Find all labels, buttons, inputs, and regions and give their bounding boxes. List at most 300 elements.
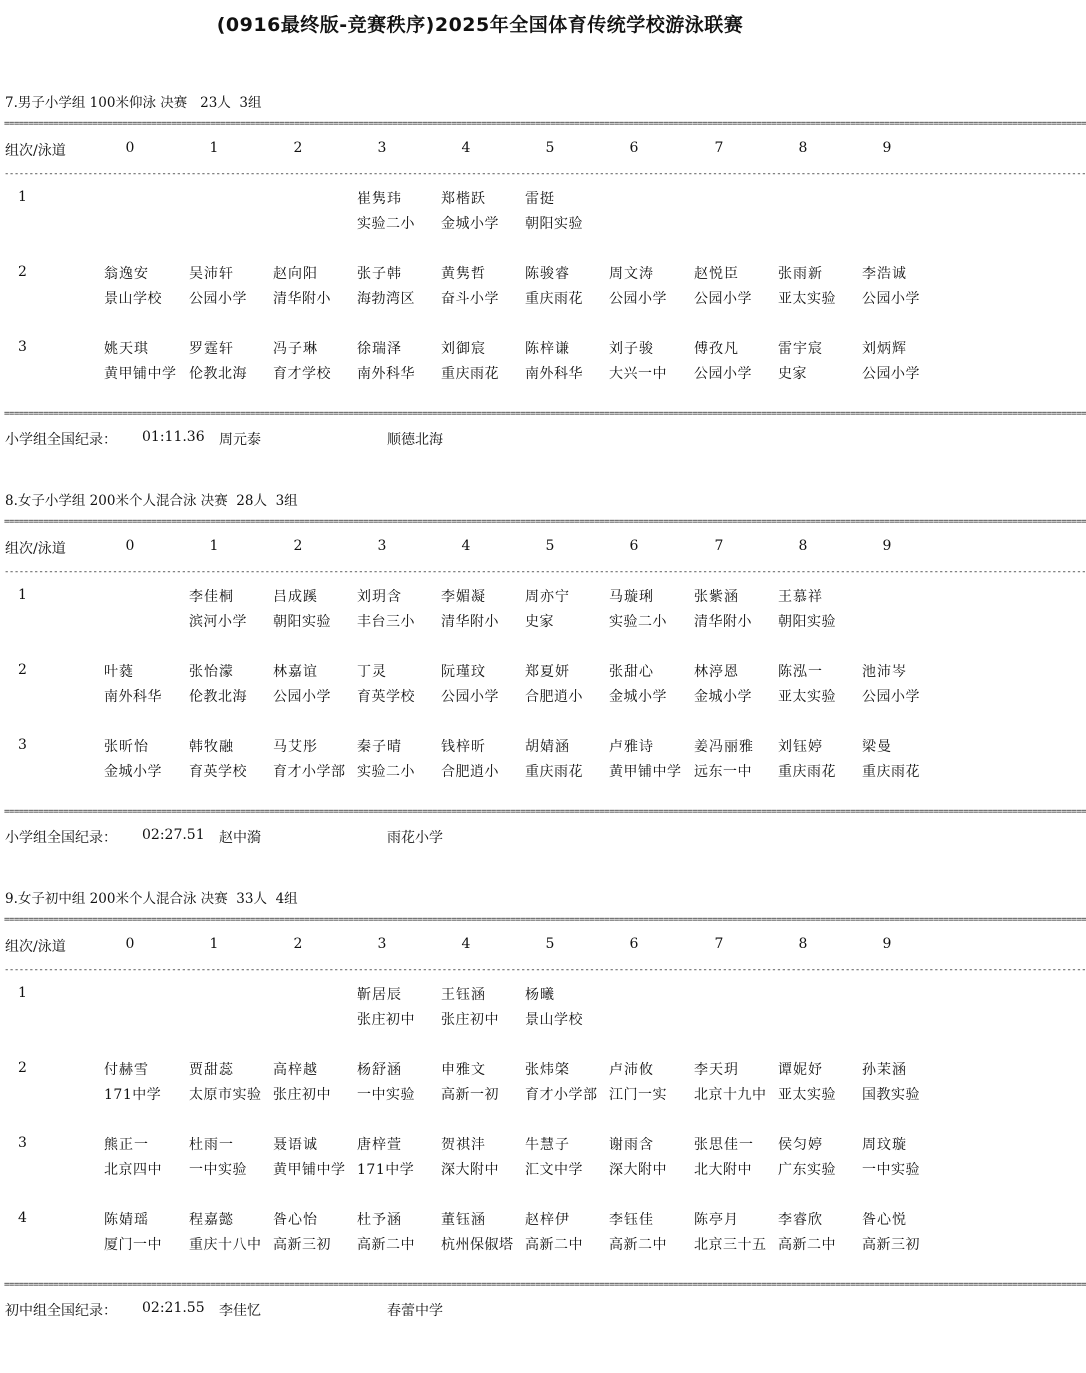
swimmer-entry [862,1060,954,1105]
lane-number: 3 [377,936,387,952]
swimmer-name: 郑楷跃 [441,191,486,207]
lane-number: 6 [629,538,639,554]
swimmer-entry [104,662,196,707]
lane-header-label: 组次/泳道 [5,541,66,557]
school-name: 景山学校 [525,1012,583,1028]
lane-number: 4 [461,140,471,156]
record-label: 初中组全国纪录： [5,1303,117,1319]
school-name: 江门一实 [609,1087,667,1103]
lane-number: 5 [545,140,555,156]
swimmer-name: 李钰佳 [609,1212,654,1228]
swimmer-entry [778,1135,870,1180]
school-name: 朝阳实验 [778,614,836,630]
swimmer-entry [104,339,196,384]
swimmer-name: 杨舒涵 [357,1062,402,1078]
swimmer-entry [357,1060,449,1105]
swimmer-entry [525,1060,617,1105]
swimmer-entry [104,1135,196,1180]
swimmer-entry [189,1060,281,1105]
swimmer-entry [441,1210,533,1255]
lane-number: 5 [545,936,555,952]
lane-number: 8 [798,140,808,156]
swimmer-entry [862,264,954,309]
swimmer-name: 张怡濛 [189,664,234,680]
swimmer-entry [694,587,786,632]
record-school: 雨花小学 [387,830,443,846]
swimmer-entry [357,587,449,632]
swimmer-entry [357,189,449,234]
swimmer-name: 韩牧融 [189,739,234,755]
swimmer-entry [694,264,786,309]
swimmer-entry [273,737,365,782]
swimmer-name: 郑夏妍 [525,664,570,680]
swimmer-entry [609,264,701,309]
swimmer-name: 钱梓昕 [441,739,486,755]
lane-number: 2 [293,140,303,156]
event-title: 8.女子小学组 200米个人混合泳 决赛 28人 3组 [5,493,298,509]
record-holder: 周元泰 [219,432,261,448]
lane-number: 7 [714,936,724,952]
school-name: 实验二小 [609,614,667,630]
swimmer-name: 刘钰婷 [778,739,823,755]
school-name: 远东一中 [694,764,752,780]
swimmer-entry [525,189,617,234]
event-title: 9.女子初中组 200米个人混合泳 决赛 33人 4组 [5,891,298,907]
swimmer-name: 梁曼 [862,739,892,755]
school-name: 广东实验 [778,1162,836,1178]
school-name: 北京三十五 [694,1237,767,1253]
school-name: 亚太实验 [778,1087,836,1103]
record-school: 顺德北海 [387,432,443,448]
swimmer-name: 秦子晴 [357,739,402,755]
swimmer-entry [778,737,870,782]
school-name: 清华附小 [273,291,331,307]
swimmer-name: 杜雨一 [189,1137,234,1153]
swimmer-name: 陈梓谦 [525,341,570,357]
school-name: 景山学校 [104,291,162,307]
swimmer-name: 刘玥含 [357,589,402,605]
swimmer-entry [694,1135,786,1180]
swimmer-entry [778,264,870,309]
swimmer-entry [273,1135,365,1180]
lane-number: 7 [714,538,724,554]
lane-number: 3 [377,140,387,156]
swimmer-name: 刘子骏 [609,341,654,357]
swimmer-entry [441,662,533,707]
school-name: 汇文中学 [525,1162,583,1178]
double-rule: ============================================================================================================================================================================================================================ [4,517,1086,527]
lane-number: 9 [882,936,892,952]
school-name: 公园小学 [441,689,499,705]
swimmer-name: 张子韩 [357,266,402,282]
national-record-row [0,827,960,847]
school-name: 伦教北海 [189,689,247,705]
school-name: 黄甲铺中学 [104,366,177,382]
school-name: 北京十九中 [694,1087,767,1103]
swimmer-entry [694,737,786,782]
school-name: 育才学校 [273,366,331,382]
school-name: 朝阳实验 [525,216,583,232]
swimmer-entry [441,985,533,1030]
heat-number: 1 [18,985,27,1001]
swimmer-name: 昝心怡 [273,1212,318,1228]
swimmer-name: 姜冯丽雅 [694,739,754,755]
swimmer-name: 侯匀婷 [778,1137,823,1153]
swimmer-entry [862,1210,954,1255]
swimmer-entry [778,339,870,384]
swimmer-name: 阮瑾玟 [441,664,486,680]
swimmer-entry [357,1135,449,1180]
heat-number: 2 [18,662,27,678]
swimmer-name: 牛慧子 [525,1137,570,1153]
swimmer-name: 谢雨含 [609,1137,654,1153]
swimmer-name: 马璇琍 [609,589,654,605]
swimmer-entry [357,985,449,1030]
swimmer-entry [441,1135,533,1180]
swimmer-name: 冯子琳 [273,341,318,357]
school-name: 高新二中 [609,1237,667,1253]
school-name: 金城小学 [694,689,752,705]
swimmer-entry [104,737,196,782]
swimmer-name: 刘炳辉 [862,341,907,357]
swimmer-name: 靳居辰 [357,987,402,1003]
swimmer-name: 丁灵 [357,664,387,680]
lane-number: 5 [545,538,555,554]
school-name: 公园小学 [862,291,920,307]
swimmer-entry [862,339,954,384]
swimmer-entry [609,1135,701,1180]
swimmer-name: 李睿欣 [778,1212,823,1228]
record-school: 春蕾中学 [387,1303,443,1319]
swimmer-name: 叶蕤 [104,664,134,680]
swimmer-entry [441,339,533,384]
double-rule: ============================================================================================================================================================================================================================ [4,807,1086,817]
swimmer-name: 池沛岑 [862,664,907,680]
swimmer-entry [441,737,533,782]
swimmer-entry [441,587,533,632]
heat-number: 2 [18,264,27,280]
lane-number: 1 [209,538,219,554]
school-name: 金城小学 [104,764,162,780]
swimmer-name: 吕成蹊 [273,589,318,605]
swimmer-name: 昝心悦 [862,1212,907,1228]
swimmer-entry [104,1060,196,1105]
swimmer-entry [609,662,701,707]
swimmer-entry [441,264,533,309]
swimmer-name: 马艾彤 [273,739,318,755]
school-name: 高新二中 [525,1237,583,1253]
swimmer-entry [357,264,449,309]
school-name: 亚太实验 [778,689,836,705]
school-name: 南外科华 [104,689,162,705]
swimmer-name: 徐瑞泽 [357,341,402,357]
swimmer-entry [525,264,617,309]
swimmer-entry [778,587,870,632]
swimmer-entry [525,662,617,707]
school-name: 张庄初中 [273,1087,331,1103]
school-name: 黄甲铺中学 [609,764,682,780]
swimmer-name: 林渟恩 [694,664,739,680]
school-name: 公园小学 [189,291,247,307]
record-time: 02:21.55 [142,1300,205,1316]
swimmer-name: 崔隽玮 [357,191,402,207]
swimmer-name: 聂语诚 [273,1137,318,1153]
school-name: 重庆十八中 [189,1237,262,1253]
school-name: 张庄初中 [441,1012,499,1028]
lane-number: 0 [125,140,135,156]
swimmer-name: 杜予涵 [357,1212,402,1228]
swimmer-name: 唐梓萱 [357,1137,402,1153]
swimmer-name: 张思佳一 [694,1137,754,1153]
swimmer-entry [273,339,365,384]
swimmer-name: 申雅文 [441,1062,486,1078]
swimmer-name: 陈骏睿 [525,266,570,282]
swimmer-entry [694,1210,786,1255]
swimmer-name: 王钰涵 [441,987,486,1003]
record-holder: 赵中漪 [219,830,261,846]
lane-number: 8 [798,936,808,952]
swimmer-name: 李佳桐 [189,589,234,605]
swimmer-entry [357,737,449,782]
heat-number: 3 [18,339,27,355]
swimmer-name: 董钰涵 [441,1212,486,1228]
swimmer-entry [441,189,533,234]
school-name: 滨河小学 [189,614,247,630]
swimmer-entry [273,264,365,309]
double-rule: ============================================================================================================================================================================================================================ [4,915,1086,925]
swimmer-name: 王慕祥 [778,589,823,605]
heat-number: 4 [18,1210,27,1226]
swimmer-entry [525,985,617,1030]
school-name: 公园小学 [862,689,920,705]
lane-number: 6 [629,140,639,156]
school-name: 南外科华 [525,366,583,382]
school-name: 南外科华 [357,366,415,382]
swimmer-entry [357,1210,449,1255]
swimmer-entry [694,339,786,384]
double-rule: ============================================================================================================================================================================================================================ [4,1280,1086,1290]
swimmer-name: 罗霆轩 [189,341,234,357]
school-name: 育才小学部 [525,1087,598,1103]
swimmer-name: 卢沛攸 [609,1062,654,1078]
school-name: 重庆雨花 [441,366,499,382]
school-name: 大兴一中 [609,366,667,382]
heat-number: 1 [18,587,27,603]
swimmer-entry [609,587,701,632]
school-name: 伦教北海 [189,366,247,382]
school-name: 金城小学 [441,216,499,232]
swimmer-entry [189,662,281,707]
swimmer-entry [525,1210,617,1255]
heat-number: 3 [18,1135,27,1151]
record-time: 02:27.51 [142,827,205,843]
school-name: 实验二小 [357,216,415,232]
school-name: 一中实验 [357,1087,415,1103]
school-name: 丰台三小 [357,614,415,630]
school-name: 公园小学 [609,291,667,307]
school-name: 朝阳实验 [273,614,331,630]
school-name: 实验二小 [357,764,415,780]
swimmer-name: 吴沛轩 [189,266,234,282]
double-rule: ============================================================================================================================================================================================================================ [4,119,1086,129]
lane-header-row [0,538,960,558]
lane-number: 1 [209,936,219,952]
swimmer-name: 贺祺沣 [441,1137,486,1153]
swimmer-name: 李浩诚 [862,266,907,282]
swimmer-entry [441,1060,533,1105]
swimmer-name: 高梓越 [273,1062,318,1078]
lane-number: 4 [461,538,471,554]
lane-number: 4 [461,936,471,952]
swimmer-entry [778,662,870,707]
school-name: 合肥逍小 [441,764,499,780]
single-rule: ---------------------------------------------------------------------------------------------------------------------------------------------------------------------------------------------------------------------------- [4,965,1086,975]
swimmer-entry [525,737,617,782]
swimmer-name: 周玟璇 [862,1137,907,1153]
swimmer-name: 程嘉懿 [189,1212,234,1228]
swimmer-entry [273,1060,365,1105]
swimmer-entry [862,737,954,782]
lane-number: 0 [125,936,135,952]
swimmer-entry [189,1135,281,1180]
school-name: 育英学校 [189,764,247,780]
document-title: (0916最终版-竞赛秩序)2025年全国体育传统学校游泳联赛 [216,14,744,36]
school-name: 史家 [778,366,807,382]
lane-number: 0 [125,538,135,554]
double-rule: ============================================================================================================================================================================================================================ [4,409,1086,419]
school-name: 奋斗小学 [441,291,499,307]
swimmer-name: 张紫涵 [694,589,739,605]
swimmer-entry [694,662,786,707]
swimmer-name: 张雨新 [778,266,823,282]
heat-number: 3 [18,737,27,753]
lane-number: 2 [293,538,303,554]
swimmer-entry [525,587,617,632]
swimmer-name: 赵悦臣 [694,266,739,282]
school-name: 171中学 [104,1087,162,1103]
swimmer-name: 周亦宁 [525,589,570,605]
swimmer-entry [189,339,281,384]
school-name: 公园小学 [273,689,331,705]
lane-header-label: 组次/泳道 [5,143,66,159]
school-name: 海勃湾区 [357,291,415,307]
national-record-row [0,429,960,449]
heat-number: 1 [18,189,27,205]
school-name: 一中实验 [862,1162,920,1178]
swimmer-name: 张炜棨 [525,1062,570,1078]
record-label: 小学组全国纪录： [5,432,117,448]
swimmer-name: 贾甜蕊 [189,1062,234,1078]
swimmer-entry [609,737,701,782]
swimmer-name: 李媚凝 [441,589,486,605]
school-name: 太原市实验 [189,1087,262,1103]
swimmer-entry [273,587,365,632]
swimmer-entry [609,1060,701,1105]
national-record-row [0,1300,960,1320]
swimmer-name: 付赫雪 [104,1062,149,1078]
school-name: 合肥逍小 [525,689,583,705]
swimmer-entry [189,1210,281,1255]
swimmer-entry [778,1060,870,1105]
lane-header-row [0,140,960,160]
lane-number: 8 [798,538,808,554]
school-name: 深大附中 [441,1162,499,1178]
record-time: 01:11.36 [142,429,205,445]
school-name: 张庄初中 [357,1012,415,1028]
swimmer-entry [609,339,701,384]
swimmer-name: 翁逸安 [104,266,149,282]
swimmer-name: 姚天琪 [104,341,149,357]
swimmer-name: 张甜心 [609,664,654,680]
swimmer-name: 林嘉谊 [273,664,318,680]
school-name: 重庆雨花 [525,764,583,780]
lane-number: 9 [882,538,892,554]
school-name: 公园小学 [694,366,752,382]
swimmer-entry [862,1135,954,1180]
school-name: 高新二中 [778,1237,836,1253]
swimmer-name: 谭妮妤 [778,1062,823,1078]
swimmer-name: 雷挺 [525,191,555,207]
swimmer-entry [189,264,281,309]
swimmer-entry [357,662,449,707]
school-name: 一中实验 [189,1162,247,1178]
swimmer-name: 陈泓一 [778,664,823,680]
swimmer-name: 陈婧瑶 [104,1212,149,1228]
school-name: 杭州保俶塔 [441,1237,514,1253]
school-name: 高新二中 [357,1237,415,1253]
school-name: 公园小学 [862,366,920,382]
swimmer-name: 雷宇宸 [778,341,823,357]
swimmer-name: 赵向阳 [273,266,318,282]
single-rule: ---------------------------------------------------------------------------------------------------------------------------------------------------------------------------------------------------------------------------- [4,169,1086,179]
school-name: 清华附小 [694,614,752,630]
swimmer-entry [525,1135,617,1180]
swimmer-name: 杨曦 [525,987,555,1003]
swimmer-entry [189,737,281,782]
school-name: 清华附小 [441,614,499,630]
swimmer-name: 卢雅诗 [609,739,654,755]
swimmer-name: 赵梓伊 [525,1212,570,1228]
school-name: 171中学 [357,1162,415,1178]
swimmer-name: 张昕怡 [104,739,149,755]
lane-header-row [0,936,960,956]
school-name: 黄甲铺中学 [273,1162,346,1178]
swimmer-entry [525,339,617,384]
school-name: 高新三初 [862,1237,920,1253]
school-name: 北大附中 [694,1162,752,1178]
school-name: 重庆雨花 [862,764,920,780]
lane-number: 3 [377,538,387,554]
school-name: 北京四中 [104,1162,162,1178]
lane-number: 1 [209,140,219,156]
school-name: 深大附中 [609,1162,667,1178]
swimmer-entry [104,264,196,309]
school-name: 史家 [525,614,554,630]
school-name: 育才小学部 [273,764,346,780]
swimmer-entry [694,1060,786,1105]
lane-header-label: 组次/泳道 [5,939,66,955]
school-name: 厦门一中 [104,1237,162,1253]
lane-number: 9 [882,140,892,156]
school-name: 重庆雨花 [525,291,583,307]
swimmer-entry [778,1210,870,1255]
school-name: 亚太实验 [778,291,836,307]
lane-number: 6 [629,936,639,952]
lane-number: 7 [714,140,724,156]
swimmer-name: 胡婧涵 [525,739,570,755]
swimmer-name: 傅孜凡 [694,341,739,357]
swimmer-entry [273,1210,365,1255]
